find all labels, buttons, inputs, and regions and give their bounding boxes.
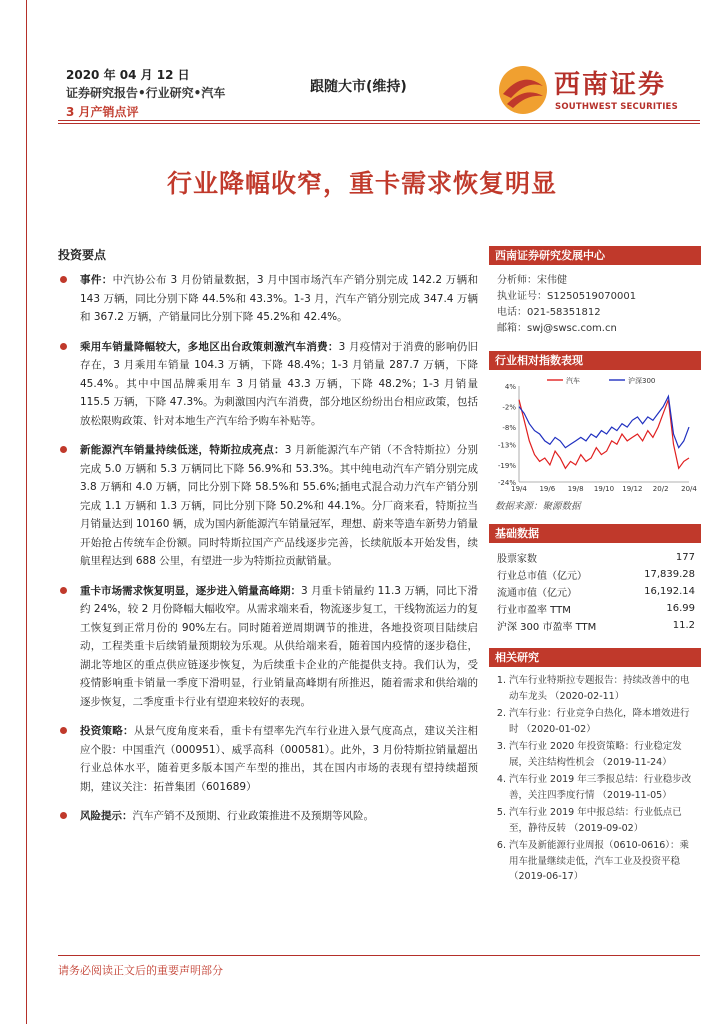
- bullet-nev: [58, 441, 478, 571]
- footer-disclaimer: 请务必阅读正文后的重要声明部分: [58, 964, 223, 977]
- related-research-item[interactable]: 5. 汽车行业 2019 年中报总结：行业低点已至，静待反转 （2019-09-02）: [509, 805, 695, 836]
- basic-data-key: 沪深 300 市盈率 TTM: [497, 622, 597, 633]
- related-research-item[interactable]: 1. 汽车行业特斯拉专题报告：持续改善中的电动车龙头 （2020-02-11）: [509, 673, 695, 704]
- bullet-head: 风险提示：: [80, 810, 133, 822]
- x-tick-label: 19/6: [539, 485, 556, 493]
- relative-index-chart: [489, 374, 701, 494]
- phone-row: [497, 305, 695, 321]
- x-tick-label: 19/8: [567, 485, 584, 493]
- bullet-dot-icon: [60, 276, 67, 283]
- footer-rule: [58, 955, 700, 956]
- legend-label: 汽车: [566, 377, 580, 385]
- basic-data-row: [489, 617, 701, 634]
- bullet-dot-icon: [60, 727, 67, 734]
- related-research-item[interactable]: 2. 汽车行业：行业竞争白热化，降本增效进行时 （2020-01-02）: [509, 706, 695, 737]
- basic-data-key: 行业市盈率 TTM: [497, 605, 571, 616]
- basic-data-header: 基础数据: [489, 524, 701, 543]
- basic-data-row: [489, 549, 701, 566]
- rating: 跟随大市(维持): [310, 79, 407, 95]
- chart-source: 数据来源：聚源数据: [495, 501, 581, 512]
- bullet-event: [58, 271, 478, 327]
- basic-data-value: 177: [675, 552, 695, 563]
- basic-data-table: [489, 549, 701, 634]
- logo-name: 西南证券: [554, 70, 667, 100]
- email-row: [497, 321, 695, 337]
- report-date: 2020 年 04 月 12 日: [66, 68, 190, 82]
- basic-data-key: 行业总市值（亿元）: [497, 571, 587, 582]
- series-line-csi300: [519, 396, 689, 447]
- y-tick-label: -8%: [502, 424, 516, 433]
- related-research-item[interactable]: 6. 汽车及新能源行业周报（0610-0616）：乘用车批量继续走低，汽车工业及投资平稳 （2019-06-17）: [509, 838, 695, 885]
- sidebar: [489, 246, 701, 887]
- basic-data-value: 16.99: [666, 603, 695, 614]
- logo-english: SOUTHWEST SECURITIES: [555, 102, 678, 112]
- phone-label: 电话：: [497, 307, 527, 318]
- bullet-head: 乘用车销量降幅较大，多地区出台政策刺激汽车消费：: [80, 340, 339, 353]
- bullet-dot-icon: [60, 587, 67, 594]
- bullet-dot-icon: [60, 812, 67, 819]
- header-rule: [58, 120, 700, 121]
- analyst-label: 分析师：: [497, 275, 537, 286]
- related-research-header: 相关研究: [489, 648, 701, 667]
- bullet-head: 投资策略：: [80, 725, 134, 737]
- basic-data-key: 流通市值（亿元）: [497, 588, 577, 599]
- related-research-list: [489, 673, 701, 885]
- bullet-strategy: [58, 722, 478, 796]
- logo-mark-icon: [497, 64, 549, 116]
- report-category: 证券研究报告•行业研究•汽车: [66, 86, 226, 100]
- bullet-passenger: [58, 338, 478, 431]
- basic-data-value: 11.2: [672, 620, 695, 631]
- header-rule-2: [58, 123, 700, 124]
- analyst-info: [489, 265, 701, 343]
- x-tick-label: 19/12: [622, 485, 643, 493]
- basic-data-row: [489, 566, 701, 583]
- left-margin-rule: [26, 0, 27, 1024]
- y-tick-label: -13%: [497, 441, 516, 450]
- y-tick-label: 4%: [504, 383, 516, 391]
- bullet-body: 从景气度角度来看，重卡有望率先汽车行业进入景气度高点，建议关注相应个股：中国重汽（000951）、威孚高科（000581）。此外，3 月份特斯拉销量超出行业总体水平，随着更多版本国产车型的推出，其在国内市场的表现有望持续超预期，建议关注：拓普集团（601689）: [80, 725, 479, 793]
- bullet-head: 新能源汽车销量持续低迷，特斯拉成亮点：: [80, 444, 285, 456]
- basic-data-value: 17,839.28: [644, 569, 695, 580]
- legend-label: 沪深300: [628, 377, 656, 385]
- y-tick-label: -2%: [502, 403, 516, 412]
- license-row: [497, 289, 695, 305]
- analyst-name: 宋伟健: [537, 275, 567, 286]
- company-logo: [497, 62, 697, 118]
- license-number: S1250519070001: [547, 291, 637, 302]
- bullet-body: 3 月重卡销量约 11.3 万辆，同比下滑约 24%，较 2 月份降幅大幅收窄。从需求端来看，物流逐步复工，干线物流运力的复工恢复到正常月份的 90%左右。同时随着逆周期调节的推进，各地投资项目陆续启动，工程类重卡后续销量预期较为乐观。从供给端来看，随着国内疫情的逐步稳住，湖北等地区的重点供应链逐步恢复，为后续重卡企业的产能提供支持。我们认为，受疫情影响重卡销量一季度下滑明显，行业销量高峰期有所推迟，随着需求和供给端的逐步恢复，二季度重卡行业有望迎来较好的表现。: [80, 584, 479, 708]
- bullet-body: 3 月疫情对于消费的影响仍旧存在，3 月乘用车销量 104.3 万辆，下降 48.4%；1-3 月销量 287.7 万辆，下降 45.4%。其中中国品牌乘用车 3 月销量 43.3 万辆，下降 48.2%；1-3 月销量 115.5 万辆，下降 47.3%。为刺激国内汽车消费，部分地区纷纷出台相应政策，包括放松限购政策、针对本地生产汽车给予购车补贴等。: [80, 340, 478, 427]
- report-title: 行业降幅收窄，重卡需求恢复明显: [166, 169, 557, 198]
- license-label: 执业证号：: [497, 291, 547, 302]
- bullet-dot-icon: [60, 446, 67, 453]
- basic-data-row: [489, 583, 701, 600]
- related-research-item[interactable]: 3. 汽车行业 2020 年投资策略：行业稳定发展，关注结构性机会 （2019-11-24）: [509, 739, 695, 770]
- bullet-head: 重卡市场需求恢复明显，逐步进入销量高峰期：: [80, 584, 302, 597]
- bullet-dot-icon: [60, 343, 67, 350]
- chart-header: 行业相对指数表现: [489, 351, 701, 370]
- investment-points: [58, 246, 478, 837]
- basic-data-key: 股票家数: [497, 554, 537, 565]
- bullet-head: 事件：: [80, 274, 113, 286]
- bullet-body: 中汽协公布 3 月份销量数据，3 月中国市场汽车产销分别完成 142.2 万辆和 143 万辆，同比分别下降 44.5%和 43.3%。1-3 月，汽车产销分别完成 347.4 万辆和 367.2 万辆，产销量同比分别下降 45.2%和 42.4%。: [80, 274, 478, 323]
- y-tick-label: -24%: [497, 479, 516, 487]
- bullet-risk: [58, 807, 478, 826]
- analyst-row: [497, 273, 695, 289]
- section-title: 投资要点: [58, 248, 107, 262]
- report-subtitle: 3 月产销点评: [66, 105, 139, 119]
- bullet-heavy-truck: [58, 582, 478, 712]
- x-tick-label: 20/4: [681, 485, 697, 493]
- bullet-body: 3 月新能源汽车产销（不含特斯拉）分别完成 5.0 万辆和 5.3 万辆同比下降 56.9%和 53.3%。其中纯电动汽车产销分别完成 3.8 万辆和 4.0 万辆，同比分别下降 58.5%和 55.6%;插电式混合动力汽车产销分别完成 1.1 万辆和 1.3 万辆，同比分别下降 50.2%和 44.1%。分厂商来看，特斯拉当月销量达到 10160 辆，成为国内新能源汽车销量冠军，理想、蔚来等造车新势力销量开始抢占传统车企份额。同时特斯拉国产产品线逐步完善，长续航版本开始发售，续航里程达到 688 公里，有望进一步为特斯拉贡献销量。: [80, 444, 478, 567]
- x-tick-label: 19/10: [593, 485, 615, 493]
- basic-data-value: 16,192.14: [644, 586, 695, 597]
- bullet-body: 汽车产销不及预期、行业政策推进不及预期等风险。: [132, 810, 374, 822]
- x-tick-label: 20/2: [652, 485, 669, 493]
- email-link[interactable]: swj@swsc.com.cn: [527, 323, 617, 334]
- x-tick-label: 19/4: [511, 485, 527, 493]
- y-tick-label: -19%: [497, 461, 516, 470]
- email-label: 邮箱：: [497, 323, 527, 334]
- phone-number: 021-58351812: [527, 307, 601, 318]
- series-line-auto: [519, 400, 689, 469]
- basic-data-row: [489, 600, 701, 617]
- research-center-header: 西南证券研究发展中心: [489, 246, 701, 265]
- related-research-item[interactable]: 4. 汽车行业 2019 年三季报总结：行业稳步改善，关注四季度行情 （2019-11-05）: [509, 772, 695, 803]
- chart-svg: [489, 374, 701, 494]
